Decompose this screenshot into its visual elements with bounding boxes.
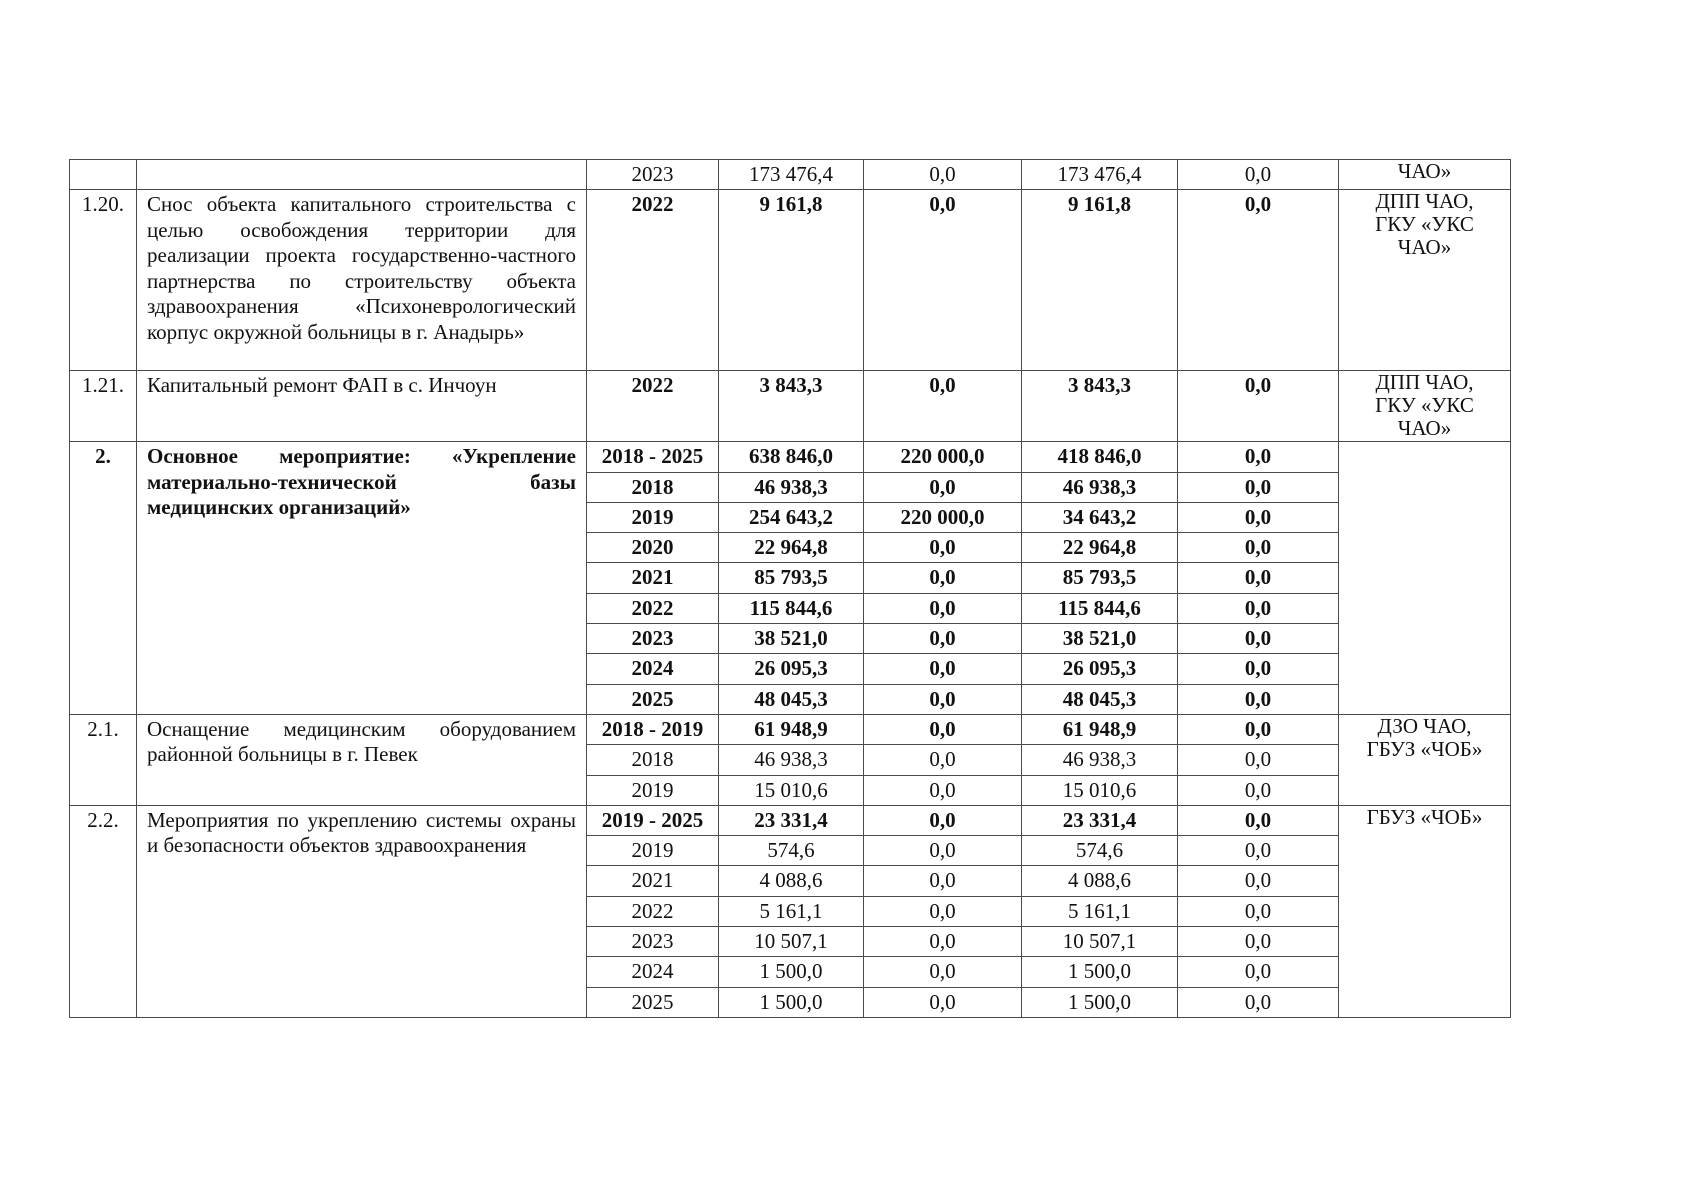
regional-budget-cell: 5 161,1 (1022, 896, 1178, 926)
total-cell: 173 476,4 (719, 160, 864, 190)
row-number: 1.20. (70, 190, 137, 371)
total-cell: 61 948,9 (719, 714, 864, 744)
other-sources-cell: 0,0 (1178, 805, 1339, 835)
total-cell: 46 938,3 (719, 472, 864, 502)
funding-table (69, 159, 1511, 1018)
year-cell: 2021 (587, 563, 719, 593)
federal-budget-cell: 0,0 (864, 654, 1022, 684)
total-cell: 3 843,3 (719, 371, 864, 442)
regional-budget-cell: 85 793,5 (1022, 563, 1178, 593)
regional-budget-cell: 61 948,9 (1022, 714, 1178, 744)
table-body (70, 160, 1511, 1018)
federal-budget-cell: 0,0 (864, 533, 1022, 563)
item-description: Капитальный ремонт ФАП в с. Инчоун (137, 371, 587, 442)
year-cell: 2023 (587, 927, 719, 957)
federal-budget-cell: 0,0 (864, 684, 1022, 714)
responsible-executor (1339, 442, 1511, 715)
regional-budget-cell: 34 643,2 (1022, 502, 1178, 532)
year-cell: 2025 (587, 987, 719, 1017)
federal-budget-cell: 0,0 (864, 775, 1022, 805)
total-cell: 574,6 (719, 836, 864, 866)
regional-budget-cell: 46 938,3 (1022, 745, 1178, 775)
regional-budget-cell: 38 521,0 (1022, 624, 1178, 654)
regional-budget-cell: 15 010,6 (1022, 775, 1178, 805)
other-sources-cell: 0,0 (1178, 957, 1339, 987)
other-sources-cell: 0,0 (1178, 836, 1339, 866)
total-cell: 46 938,3 (719, 745, 864, 775)
year-cell: 2021 (587, 866, 719, 896)
total-cell: 1 500,0 (719, 987, 864, 1017)
other-sources-cell: 0,0 (1178, 684, 1339, 714)
year-cell: 2024 (587, 654, 719, 684)
federal-budget-cell: 0,0 (864, 593, 1022, 623)
year-cell: 2018 - 2019 (587, 714, 719, 744)
table-row (70, 714, 1511, 744)
other-sources-cell: 0,0 (1178, 563, 1339, 593)
regional-budget-cell: 3 843,3 (1022, 371, 1178, 442)
federal-budget-cell: 0,0 (864, 927, 1022, 957)
responsible-executor: ДЗО ЧАО, ГБУЗ «ЧОБ» (1339, 714, 1511, 805)
year-cell: 2020 (587, 533, 719, 563)
federal-budget-cell: 0,0 (864, 714, 1022, 744)
regional-budget-cell: 48 045,3 (1022, 684, 1178, 714)
total-cell: 254 643,2 (719, 502, 864, 532)
federal-budget-cell: 0,0 (864, 371, 1022, 442)
other-sources-cell: 0,0 (1178, 714, 1339, 744)
regional-budget-cell: 46 938,3 (1022, 472, 1178, 502)
year-cell: 2022 (587, 190, 719, 371)
year-cell: 2023 (587, 624, 719, 654)
regional-budget-cell: 115 844,6 (1022, 593, 1178, 623)
row-number: 2. (70, 442, 137, 715)
year-cell: 2022 (587, 371, 719, 442)
year-cell: 2018 (587, 745, 719, 775)
table-row (70, 371, 1511, 442)
year-cell: 2019 (587, 775, 719, 805)
federal-budget-cell: 0,0 (864, 160, 1022, 190)
regional-budget-cell: 418 846,0 (1022, 442, 1178, 472)
regional-budget-cell: 26 095,3 (1022, 654, 1178, 684)
other-sources-cell: 0,0 (1178, 472, 1339, 502)
other-sources-cell: 0,0 (1178, 624, 1339, 654)
year-cell: 2019 (587, 836, 719, 866)
total-cell: 38 521,0 (719, 624, 864, 654)
federal-budget-cell: 0,0 (864, 957, 1022, 987)
other-sources-cell: 0,0 (1178, 927, 1339, 957)
other-sources-cell: 0,0 (1178, 442, 1339, 472)
total-cell: 85 793,5 (719, 563, 864, 593)
year-cell: 2018 (587, 472, 719, 502)
total-cell: 9 161,8 (719, 190, 864, 371)
regional-budget-cell: 574,6 (1022, 836, 1178, 866)
year-cell: 2025 (587, 684, 719, 714)
year-cell: 2019 (587, 502, 719, 532)
row-number (70, 160, 137, 190)
other-sources-cell: 0,0 (1178, 775, 1339, 805)
total-cell: 5 161,1 (719, 896, 864, 926)
other-sources-cell: 0,0 (1178, 896, 1339, 926)
table-row (70, 190, 1511, 371)
item-description: Основное мероприятие: «Укрепление материально-технической базы медицинских организаций» (137, 442, 587, 715)
regional-budget-cell: 1 500,0 (1022, 957, 1178, 987)
regional-budget-cell: 23 331,4 (1022, 805, 1178, 835)
total-cell: 23 331,4 (719, 805, 864, 835)
total-cell: 1 500,0 (719, 957, 864, 987)
year-cell: 2023 (587, 160, 719, 190)
table-row (70, 160, 1511, 190)
other-sources-cell: 0,0 (1178, 866, 1339, 896)
row-number: 2.1. (70, 714, 137, 805)
other-sources-cell: 0,0 (1178, 593, 1339, 623)
year-cell: 2019 - 2025 (587, 805, 719, 835)
other-sources-cell: 0,0 (1178, 533, 1339, 563)
year-cell: 2024 (587, 957, 719, 987)
federal-budget-cell: 0,0 (864, 745, 1022, 775)
regional-budget-cell: 173 476,4 (1022, 160, 1178, 190)
table-row (70, 805, 1511, 835)
item-description (137, 160, 587, 190)
total-cell: 115 844,6 (719, 593, 864, 623)
regional-budget-cell: 1 500,0 (1022, 987, 1178, 1017)
row-number: 2.2. (70, 805, 137, 1017)
other-sources-cell: 0,0 (1178, 654, 1339, 684)
year-cell: 2022 (587, 593, 719, 623)
other-sources-cell: 0,0 (1178, 371, 1339, 442)
federal-budget-cell: 220 000,0 (864, 442, 1022, 472)
federal-budget-cell: 0,0 (864, 805, 1022, 835)
federal-budget-cell: 0,0 (864, 896, 1022, 926)
item-description: Снос объекта капитального строительства с целью освобождения территории для реализации проекта государственно-частного партнерства по строительству объекта здравоохранения «Психоневрологический корпус окружной больницы в г. Анадырь» (137, 190, 587, 371)
item-description: Мероприятия по укреплению системы охраны и безопасности объектов здравоохранения (137, 805, 587, 1017)
regional-budget-cell: 4 088,6 (1022, 866, 1178, 896)
responsible-executor: ГБУЗ «ЧОБ» (1339, 805, 1511, 1017)
year-cell: 2018 - 2025 (587, 442, 719, 472)
table-row (70, 442, 1511, 472)
other-sources-cell: 0,0 (1178, 745, 1339, 775)
federal-budget-cell: 0,0 (864, 987, 1022, 1017)
other-sources-cell: 0,0 (1178, 987, 1339, 1017)
total-cell: 638 846,0 (719, 442, 864, 472)
row-number: 1.21. (70, 371, 137, 442)
regional-budget-cell: 22 964,8 (1022, 533, 1178, 563)
federal-budget-cell: 0,0 (864, 472, 1022, 502)
federal-budget-cell: 220 000,0 (864, 502, 1022, 532)
federal-budget-cell: 0,0 (864, 836, 1022, 866)
total-cell: 22 964,8 (719, 533, 864, 563)
total-cell: 48 045,3 (719, 684, 864, 714)
other-sources-cell: 0,0 (1178, 502, 1339, 532)
total-cell: 4 088,6 (719, 866, 864, 896)
federal-budget-cell: 0,0 (864, 866, 1022, 896)
other-sources-cell: 0,0 (1178, 160, 1339, 190)
responsible-executor: ДПП ЧАО, ГКУ «УКС ЧАО» (1339, 190, 1511, 371)
total-cell: 26 095,3 (719, 654, 864, 684)
responsible-executor: ДПП ЧАО, ГКУ «УКС ЧАО» (1339, 371, 1511, 442)
federal-budget-cell: 0,0 (864, 190, 1022, 371)
item-description: Оснащение медицинским оборудованием районной больницы в г. Певек (137, 714, 587, 805)
federal-budget-cell: 0,0 (864, 563, 1022, 593)
federal-budget-cell: 0,0 (864, 624, 1022, 654)
total-cell: 10 507,1 (719, 927, 864, 957)
regional-budget-cell: 10 507,1 (1022, 927, 1178, 957)
other-sources-cell: 0,0 (1178, 190, 1339, 371)
responsible-executor: ЧАО» (1339, 160, 1511, 190)
regional-budget-cell: 9 161,8 (1022, 190, 1178, 371)
total-cell: 15 010,6 (719, 775, 864, 805)
year-cell: 2022 (587, 896, 719, 926)
